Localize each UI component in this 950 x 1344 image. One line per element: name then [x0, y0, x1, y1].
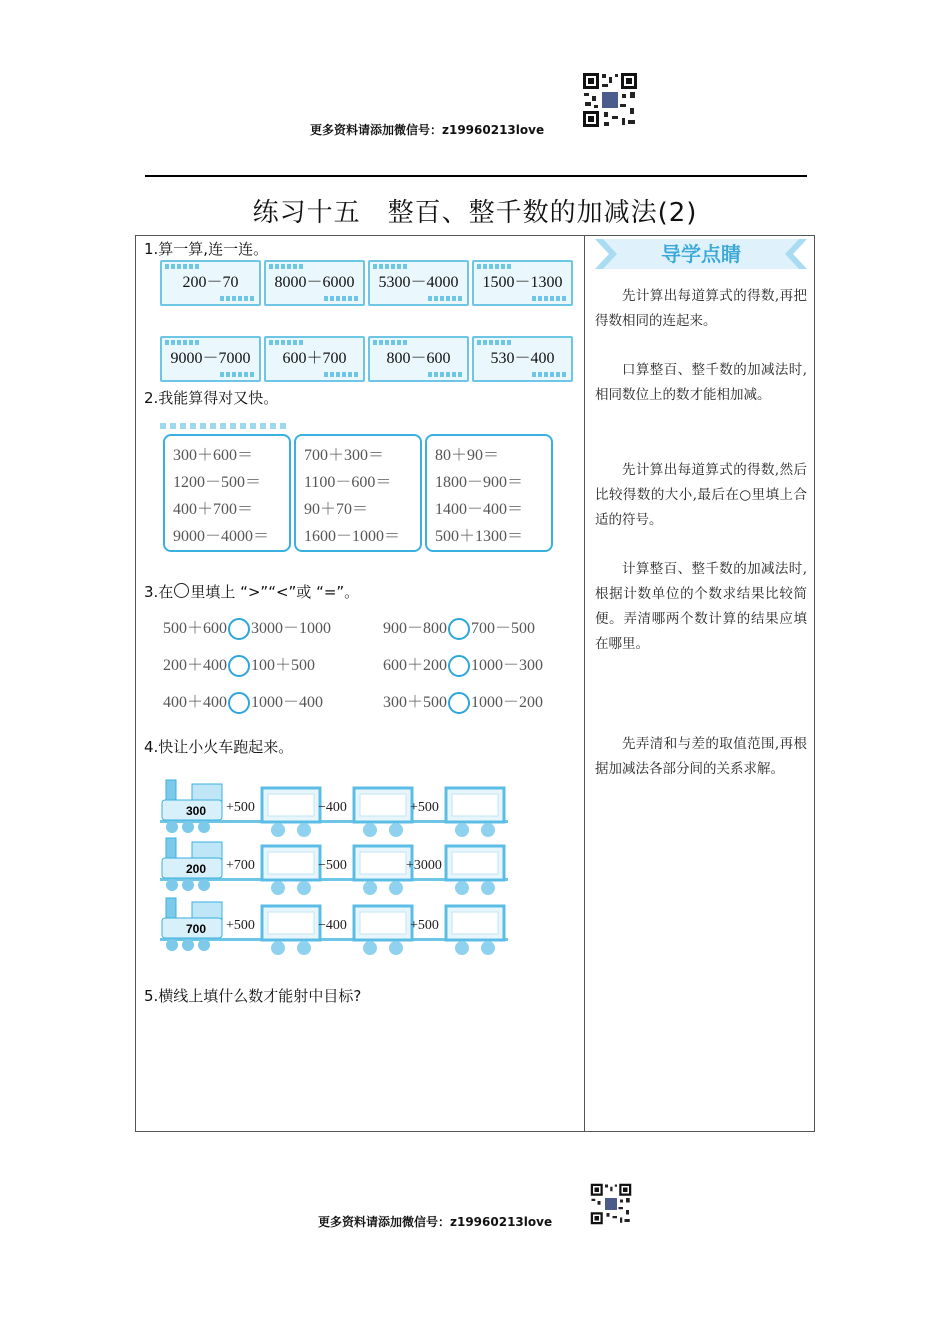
wagon-icon	[352, 840, 414, 898]
q3-label: 3.在 里填上 “>”“<”或 “=”。	[144, 583, 360, 601]
q3-item: 200＋400 100＋500	[163, 652, 315, 677]
sidebar-tip: 先计算出每道算式的得数,再把得数相同的连起来。	[595, 288, 807, 329]
start-number: 200	[185, 862, 207, 876]
wagon-icon	[444, 840, 506, 898]
answer-circle[interactable]	[448, 692, 470, 714]
answer-circle[interactable]	[228, 655, 250, 677]
train-op: −400	[318, 800, 347, 815]
sidebar-tip: 计算整百、整千数的加减法时,根据计数单位的个数求结果比较简便。弄清哪两个数计算的结果应填在哪里。	[595, 561, 807, 652]
wagon-icon	[352, 900, 414, 958]
q3-item: 900－800 700－500	[383, 615, 535, 640]
q2-item: 90＋70＝	[304, 501, 369, 518]
header-rule	[145, 175, 807, 177]
column-divider	[584, 235, 585, 1132]
footer-wechat-text: 更多资料请添加微信号：z19960213love	[318, 1215, 553, 1229]
train-op: −500	[318, 858, 347, 873]
wagon-icon	[260, 782, 322, 840]
train-op: −400	[318, 918, 347, 933]
q2-item: 1200－500＝	[173, 474, 262, 491]
q2-item: 500＋1300＝	[435, 528, 524, 545]
q2-item: 1600－1000＝	[304, 528, 401, 545]
train-op: +700	[226, 858, 255, 873]
train-op: +500	[410, 918, 439, 933]
train-row	[160, 896, 510, 958]
q2-item: 9000－4000＝	[173, 528, 270, 545]
q3-item: 600＋200 1000－300	[383, 652, 543, 677]
q1-card: 800－600	[368, 336, 469, 382]
answer-circle[interactable]	[228, 692, 250, 714]
train-op: +3000	[406, 858, 442, 873]
wagon-icon	[352, 782, 414, 840]
sidebar-tip: 先弄清和与差的取值范围,再根据加减法各部分间的关系求解。	[595, 736, 807, 777]
train-op: +500	[226, 800, 255, 815]
q3-item: 400＋400 1000－400	[163, 689, 323, 714]
sidebar-tip: 先计算出每道算式的得数,然后比较得数的大小,最后在○里填上合适的符号。	[595, 462, 807, 528]
q2-item: 400＋700＝	[173, 501, 254, 518]
q2-decoration	[160, 423, 290, 429]
q2-item: 80＋90＝	[435, 447, 500, 464]
q1-card: 530－400	[472, 336, 573, 382]
q1-card: 600＋700	[264, 336, 365, 382]
qr-code-icon	[590, 1183, 632, 1225]
wagon-icon	[444, 900, 506, 958]
circle-icon	[174, 583, 189, 598]
train-op: +500	[410, 800, 439, 815]
q3-item: 300＋500 1000－200	[383, 689, 543, 714]
q1-card: 1500－1300	[472, 260, 573, 306]
q2-item: 1400－400＝	[435, 501, 524, 518]
qr-code-icon	[582, 72, 638, 128]
q1-card: 9000－7000	[160, 336, 261, 382]
header-wechat-text: 更多资料请添加微信号：z19960213love	[310, 123, 545, 137]
q5-label: 5.横线上填什么数才能射中目标?	[144, 987, 362, 1005]
q2-box	[294, 434, 422, 552]
answer-circle[interactable]	[448, 618, 470, 640]
start-number: 700	[185, 922, 207, 936]
page-title: 练习十五 整百、整千数的加减法(2)	[252, 198, 698, 228]
q1-card: 8000－6000	[264, 260, 365, 306]
train-op: +500	[226, 918, 255, 933]
q2-box	[163, 434, 291, 552]
train-row	[160, 836, 510, 898]
q2-item: 700＋300＝	[304, 447, 385, 464]
q4-label: 4.快让小火车跑起来。	[144, 738, 294, 756]
wagon-icon	[260, 840, 322, 898]
answer-circle[interactable]	[448, 655, 470, 677]
q2-item: 1800－900＝	[435, 474, 524, 491]
wagon-icon	[260, 900, 322, 958]
q1-label: 1.算一算,连一连。	[144, 240, 269, 258]
q2-label: 2.我能算得对又快。	[144, 389, 279, 407]
q2-item: 1100－600＝	[304, 474, 392, 491]
start-number: 300	[185, 804, 207, 818]
q2-item: 300＋600＝	[173, 447, 254, 464]
q1-card: 5300－4000	[368, 260, 469, 306]
q1-card: 200－70	[160, 260, 261, 306]
sidebar-tip: 口算整百、整千数的加减法时,相同数位上的数才能相加减。	[595, 362, 807, 403]
q3-item: 500＋600 3000－1000	[163, 615, 331, 640]
train-row	[160, 778, 510, 840]
sidebar-title: 导学点睛	[661, 242, 741, 266]
q2-box	[425, 434, 553, 552]
answer-circle[interactable]	[228, 618, 250, 640]
wagon-icon	[444, 782, 506, 840]
